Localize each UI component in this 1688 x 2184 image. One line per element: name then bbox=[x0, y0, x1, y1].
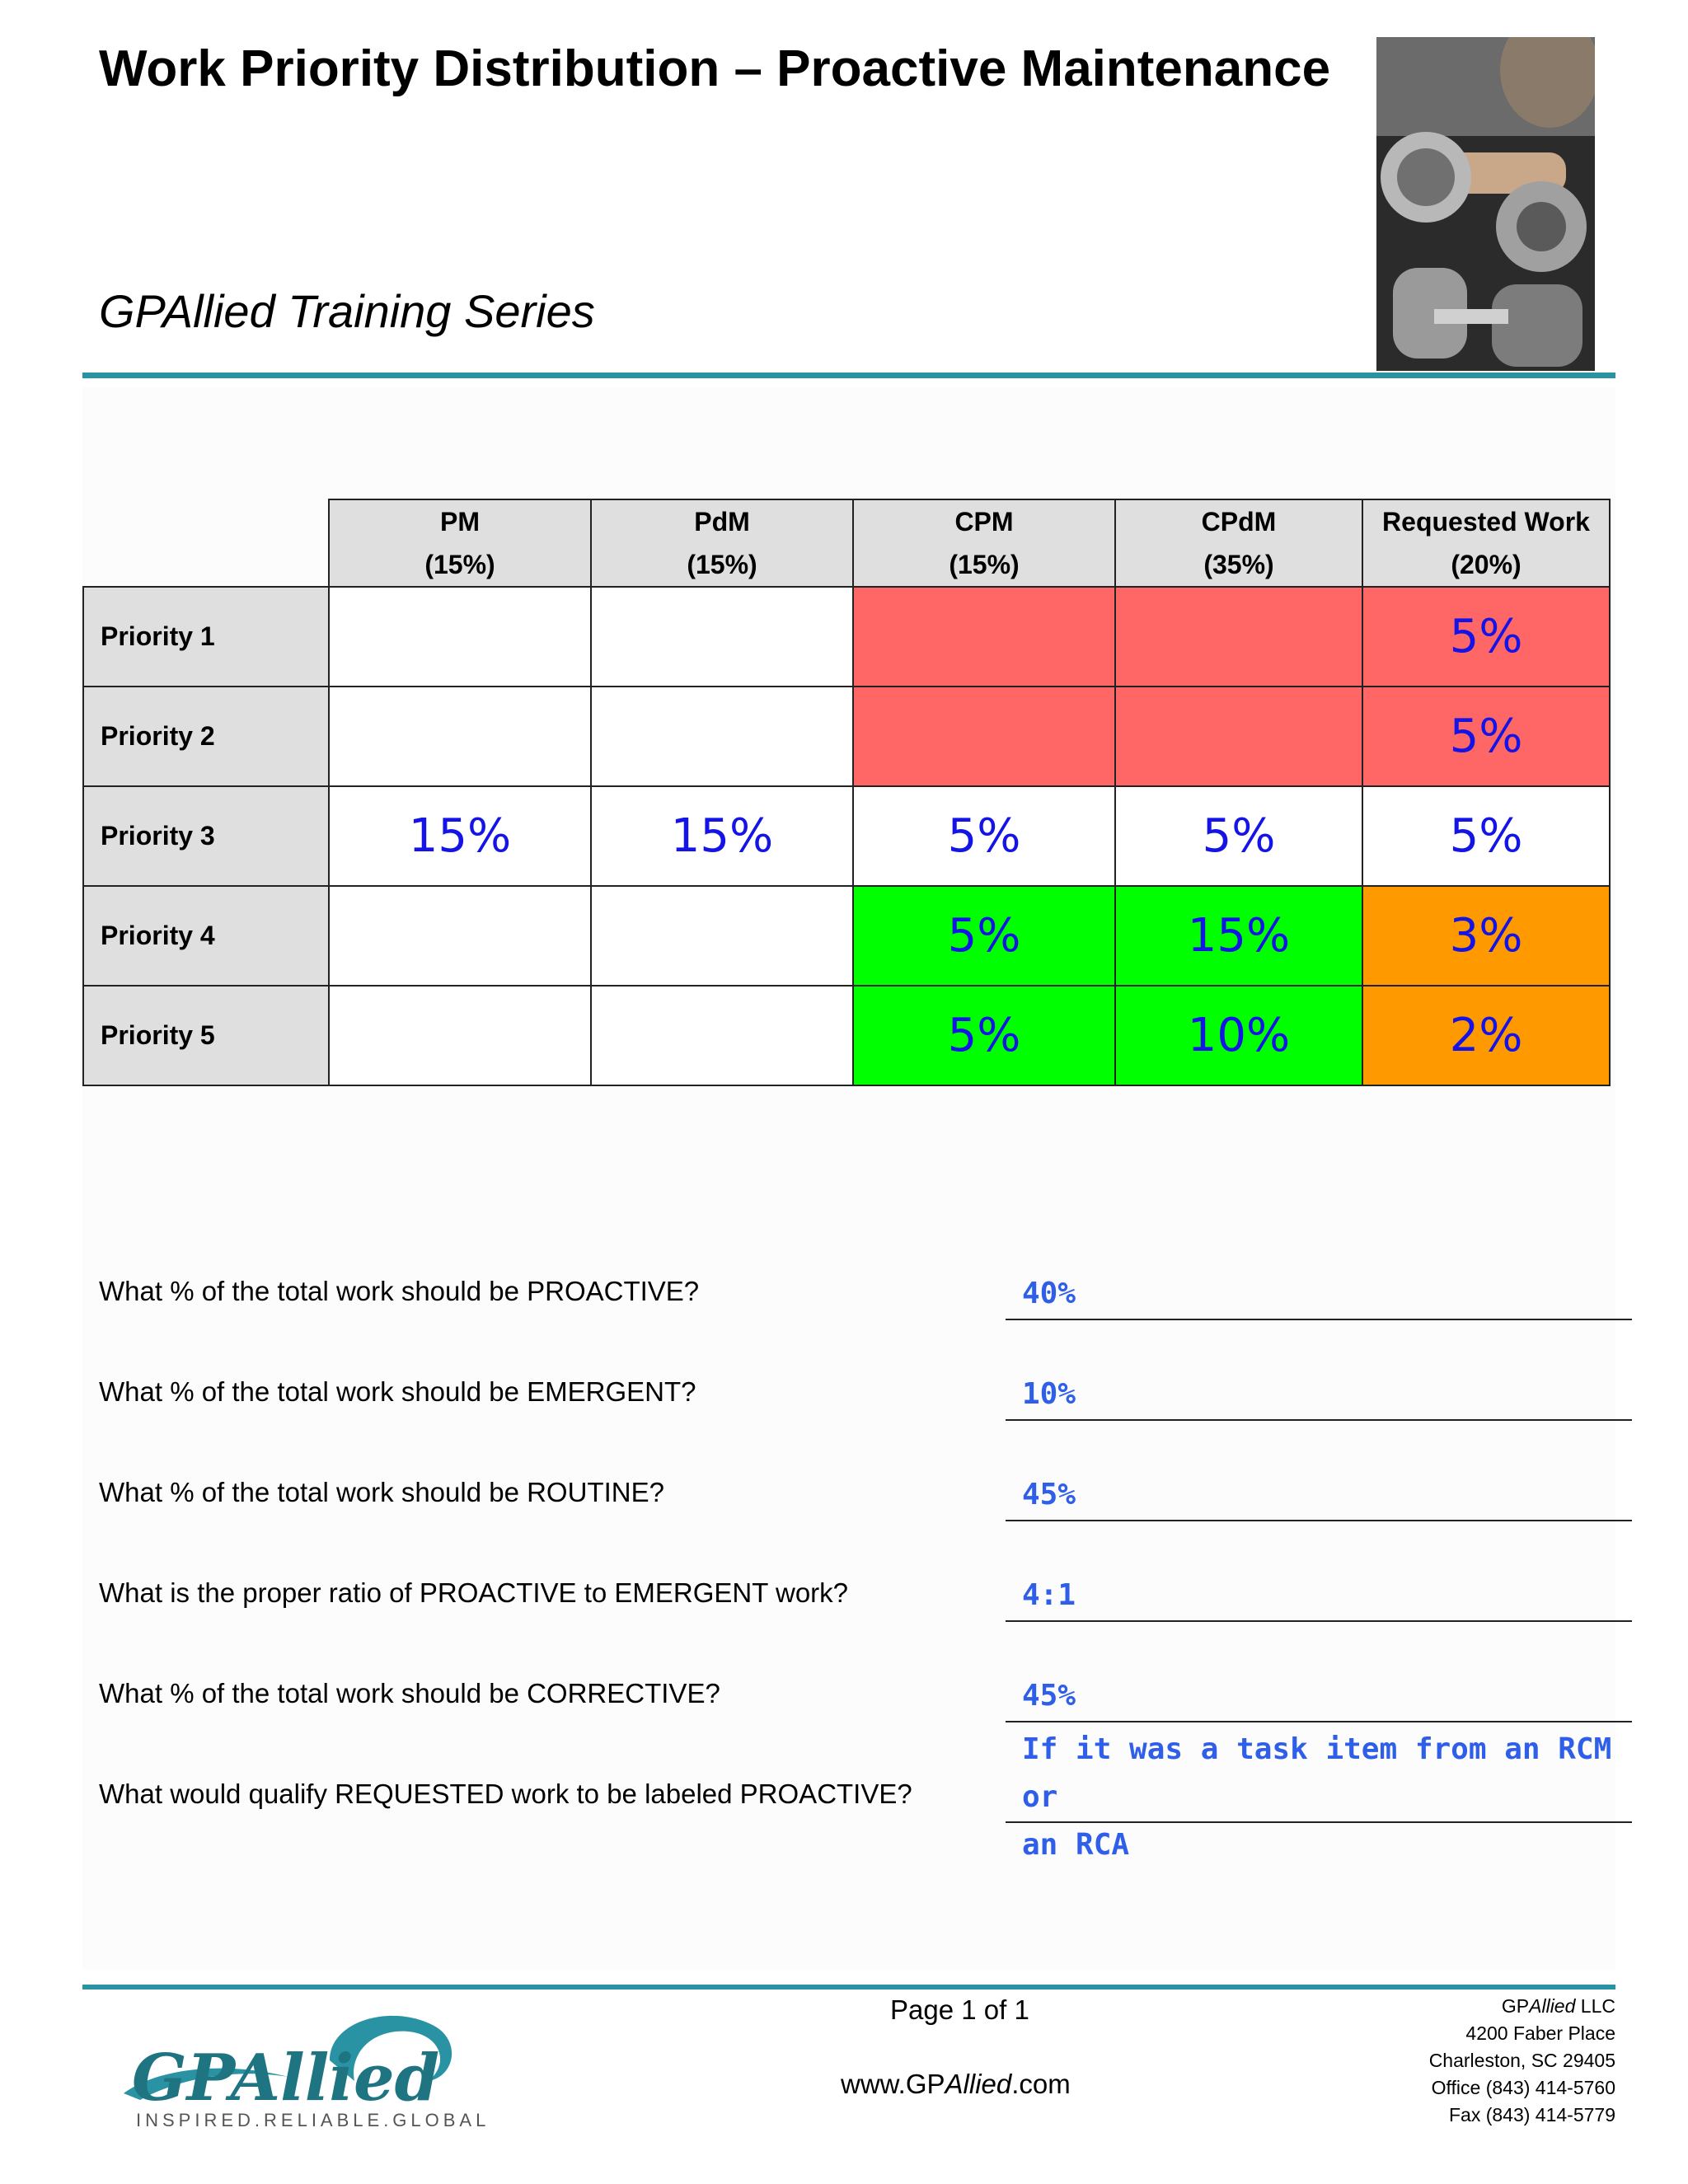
table-cell: 5% bbox=[1362, 687, 1610, 786]
fax-number: Fax (843) 414-5779 bbox=[1448, 2104, 1615, 2125]
table-cell: 5% bbox=[853, 886, 1115, 986]
table-row bbox=[83, 886, 1610, 986]
row-header-priority-2: Priority 2 bbox=[83, 687, 329, 786]
table-cell bbox=[1115, 687, 1362, 786]
table-cell: 5% bbox=[1115, 786, 1362, 886]
answer-line: an RCA bbox=[1022, 1828, 1130, 1862]
row-header-priority-3: Priority 3 bbox=[83, 786, 329, 886]
table-row bbox=[83, 786, 1610, 886]
question-text: What % of the total work should be CORRECTIVE? bbox=[99, 1678, 720, 1708]
row-header-priority-4: Priority 4 bbox=[83, 886, 329, 986]
address-line: 4200 Faber Place bbox=[1465, 2022, 1615, 2044]
table-cell bbox=[591, 587, 853, 687]
company-address bbox=[1429, 1993, 1615, 2129]
table-cell bbox=[591, 886, 853, 986]
answer-field[interactable]: 45% bbox=[1006, 1470, 1632, 1521]
table-row bbox=[83, 986, 1610, 1085]
table-cell bbox=[853, 687, 1115, 786]
table-cell bbox=[329, 587, 591, 687]
table-header-row bbox=[83, 499, 1610, 587]
header-rule bbox=[82, 373, 1615, 378]
table-cell: 10% bbox=[1115, 986, 1362, 1085]
question-text: What % of the total work should be EMERGENT? bbox=[99, 1376, 696, 1407]
table-cell: 5% bbox=[853, 786, 1115, 886]
document-subtitle: GPAllied Training Series bbox=[99, 285, 595, 337]
answer-field[interactable]: 45% bbox=[1006, 1671, 1632, 1722]
priority-distribution-table bbox=[82, 499, 1611, 1086]
website-link[interactable]: www.GPAllied.com bbox=[841, 2069, 1071, 2099]
table-cell: 2% bbox=[1362, 986, 1610, 1085]
answer-field[interactable]: 4:1 bbox=[1006, 1571, 1632, 1622]
table-row bbox=[83, 687, 1610, 786]
question-text: What % of the total work should be PROACTIVE? bbox=[99, 1276, 700, 1306]
table-cell bbox=[329, 986, 591, 1085]
question-text: What % of the total work should be ROUTINE? bbox=[99, 1477, 664, 1507]
document-title: Work Priority Distribution – Proactive Maintenance bbox=[99, 40, 1331, 97]
table-row bbox=[83, 587, 1610, 687]
table-cell: 15% bbox=[591, 786, 853, 886]
table-cell bbox=[329, 687, 591, 786]
column-header-cpdm: CPdM (35%) bbox=[1115, 499, 1362, 587]
table-cell bbox=[1115, 587, 1362, 687]
answer-field[interactable]: 40% bbox=[1006, 1269, 1632, 1320]
column-header-pdm: PdM (15%) bbox=[591, 499, 853, 587]
table-cell: 5% bbox=[1362, 786, 1610, 886]
column-header-pm: PM (15%) bbox=[329, 499, 591, 587]
row-header-priority-5: Priority 5 bbox=[83, 986, 329, 1085]
table-cell: 15% bbox=[329, 786, 591, 886]
column-header-requested-work: Requested Work (20%) bbox=[1362, 499, 1610, 587]
logo-tagline: INSPIRED.RELIABLE.GLOBAL bbox=[136, 2110, 490, 2130]
table-cell bbox=[591, 986, 853, 1085]
table-cell: 3% bbox=[1362, 886, 1610, 986]
answer-field[interactable]: 10% bbox=[1006, 1370, 1632, 1421]
answer-field[interactable] bbox=[1006, 1726, 1632, 1862]
svg-text:GPAllied: GPAllied bbox=[132, 2041, 440, 2116]
gpallied-logo-icon bbox=[107, 2003, 495, 2118]
table-cell bbox=[591, 687, 853, 786]
company-name: GPAllied LLC bbox=[1501, 1995, 1615, 2017]
dumbbell-icon bbox=[1376, 37, 1595, 371]
table-corner bbox=[83, 499, 329, 587]
address-line: Charleston, SC 29405 bbox=[1428, 2050, 1615, 2071]
table-cell bbox=[853, 587, 1115, 687]
column-header-cpm: CPM (15%) bbox=[853, 499, 1115, 587]
page-number: Page 1 of 1 bbox=[890, 1994, 1029, 2025]
question-text: What is the proper ratio of PROACTIVE to EMERGENT work? bbox=[99, 1577, 849, 1608]
answer-line: If it was a task item from an RCM or bbox=[1022, 1732, 1612, 1814]
row-header-priority-1: Priority 1 bbox=[83, 587, 329, 687]
table-cell: 5% bbox=[1362, 587, 1610, 687]
dumbbell-photo bbox=[1376, 37, 1595, 371]
question-text: What would qualify REQUESTED work to be labeled PROACTIVE? bbox=[99, 1779, 912, 1809]
table-cell: 5% bbox=[853, 986, 1115, 1085]
table-cell bbox=[329, 886, 591, 986]
table-cell: 15% bbox=[1115, 886, 1362, 986]
office-phone: Office (843) 414-5760 bbox=[1431, 2077, 1615, 2098]
footer-rule bbox=[82, 1985, 1615, 1990]
